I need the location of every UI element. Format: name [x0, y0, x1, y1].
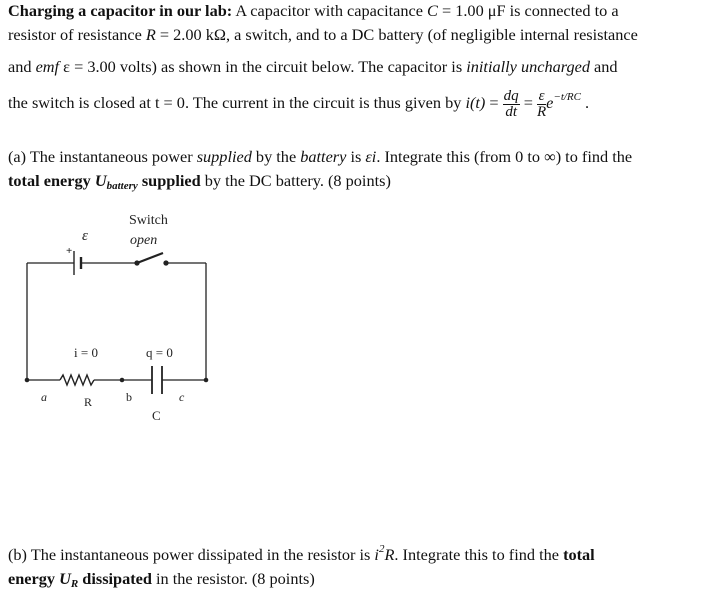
intro-line-3: and emf ε = 3.00 volts) as shown in the circuit below. The capacitor is initially uncharged and [8, 57, 618, 76]
intro-line-2: resistor of resistance R = 2.00 kΩ, a switch, and to a DC battery (of negligible internal resistance [8, 25, 638, 44]
emf-over-r-fraction: $\frac{\varepsilon}{R}$ [536, 87, 547, 120]
node-a-label: a [41, 390, 47, 404]
capacitor-label: C [152, 408, 161, 423]
charge-label: q = 0 [146, 345, 173, 360]
intro-line-4: the switch is closed at t = 0. The current in the circuit is thus given by i(t) = $\frac{dq}{dt}$ = $\frac{\varepsilon}{R}$ $e^{-t/RC}$ . [8, 87, 590, 120]
resistor-zigzag [60, 375, 94, 385]
current-label: i = 0 [74, 345, 98, 360]
intro-line-1: Charging a capacitor in our lab: A capacitor with capacitance C = 1.00 μF is connected to a [8, 1, 619, 20]
node-b-label: b [126, 390, 132, 404]
switch-blade [137, 253, 163, 263]
part-b-paragraph: (b) The instantaneous power dissipated in the resistor is $i^2R$. Integrate this to find the total energy $U_R$ dissipated in the resistor. (8 points) [8, 543, 595, 590]
node-c-label: c [179, 390, 185, 404]
node-c-dot [204, 378, 209, 383]
switch-state-label: open [130, 233, 158, 248]
resistor-label: R [84, 395, 93, 409]
switch-label: Switch [129, 213, 168, 228]
node-b-dot [120, 378, 125, 383]
part-a-paragraph: (a) The instantaneous power supplied by the battery is εi. Integrate this (from 0 to ∞) to find the total energy $U_{battery}$ supplied by the DC battery. (8 points) [8, 147, 633, 192]
node-a-dot [25, 378, 30, 383]
battery-plus-label: + [66, 245, 73, 257]
intro-heading: Charging a capacitor in our lab: [8, 1, 233, 20]
emf-label: ε [82, 228, 88, 244]
derivative-fraction: $\frac{dq}{dt}$ [503, 87, 519, 120]
